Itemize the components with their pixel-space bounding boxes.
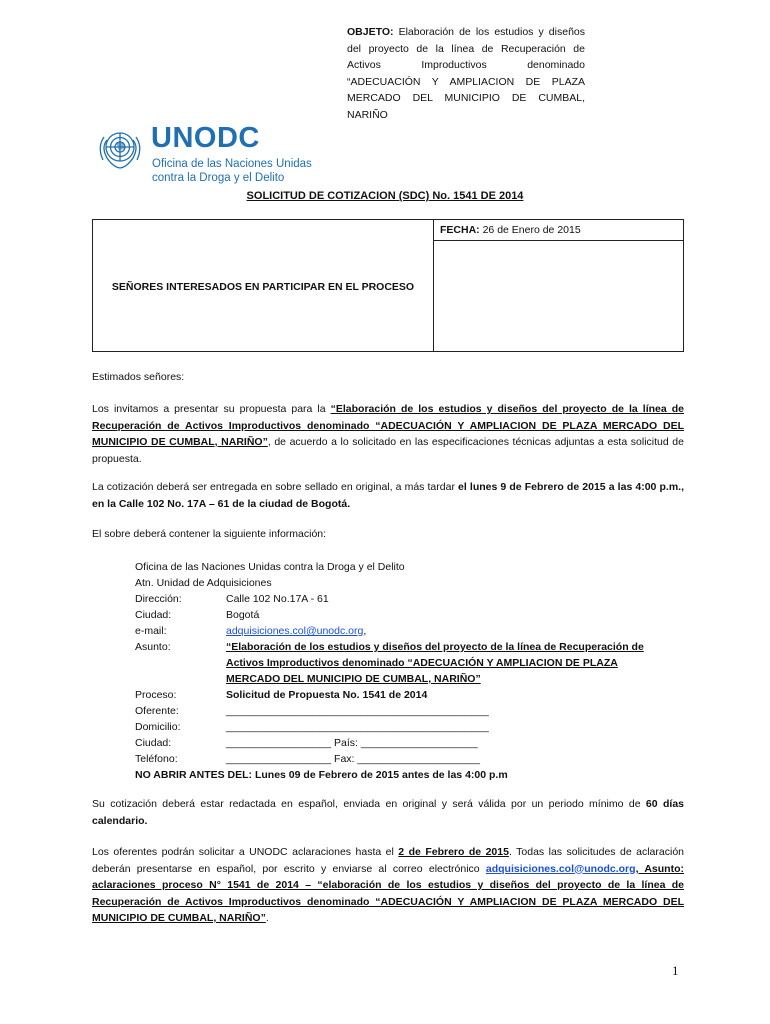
fecha-line bbox=[440, 224, 581, 236]
recipient-text: SEÑORES INTERESADOS EN PARTICIPAR EN EL PROCESO bbox=[111, 281, 415, 293]
ciudad-label: Ciudad: bbox=[135, 609, 172, 621]
oferente-value: _____________________________________________ bbox=[226, 705, 489, 717]
address-line2: Atn. Unidad de Adquisiciones bbox=[135, 577, 272, 589]
p5-period: . bbox=[265, 912, 269, 924]
direccion-value: Calle 102 No.17A - 61 bbox=[226, 593, 329, 605]
fecha-label: FECHA: bbox=[440, 224, 480, 236]
objeto-value: Elaboración de los estudios y diseños del proyecto de la línea de Recuperación de Activos Improductivos denominado “ADECUACIÓN Y AMPLIACION DE PLAZA MERCADO DEL MUNICIPIO DE CUMBAL, NARIÑO bbox=[347, 26, 585, 121]
un-emblem-icon bbox=[93, 120, 147, 174]
oferente-label: Oferente: bbox=[135, 705, 179, 717]
paragraph-delivery bbox=[92, 479, 684, 512]
p1-text: Los invitamos a presentar su propuesta para la bbox=[92, 403, 331, 415]
paragraph-envelope: El sobre deberá contener la siguiente información: bbox=[92, 528, 327, 540]
paragraph-validity bbox=[92, 796, 684, 829]
header-table bbox=[92, 219, 684, 352]
p1-text-end: , de acuerdo a lo solicitado en las especificaciones técnicas adjuntas a esta solicitud de propuesta. bbox=[92, 436, 684, 465]
paragraph-clarifications bbox=[92, 844, 684, 927]
fecha-cell bbox=[433, 220, 683, 241]
email-suffix: , bbox=[363, 625, 367, 637]
page-number: 1 bbox=[672, 963, 679, 978]
p5-email-link[interactable]: adquisiciones.col@unodc.org bbox=[485, 862, 636, 875]
p5-date: 2 de Febrero de 2015 bbox=[398, 846, 509, 858]
greeting: Estimados señores: bbox=[92, 371, 185, 383]
email-link[interactable]: adquisiciones.col@unodc.org bbox=[226, 625, 364, 637]
asunto-row bbox=[135, 639, 695, 687]
telefono-label: Teléfono: bbox=[135, 753, 178, 765]
logo-title: UNODC bbox=[151, 122, 260, 154]
ciudad2-label: Ciudad: bbox=[135, 737, 172, 749]
logo-subtitle-line2: contra la Droga y el Delito bbox=[152, 172, 285, 184]
objeto-cell bbox=[347, 24, 585, 123]
p2-text: La cotización deberá ser entregada en sobre sellado en original, a más tardar bbox=[92, 481, 459, 493]
p2-deadline: el lunes 9 de Febrero de 2015 a las 4:00 p.m., en la Calle 102 No. 17A – 61 de la ciudad de Bogotá. bbox=[92, 481, 684, 510]
domicilio-value: _____________________________________________ bbox=[226, 721, 489, 733]
p4-days: 60 días calendario. bbox=[92, 798, 684, 827]
logo-subtitle-line1: Oficina de las Naciones Unidas bbox=[152, 158, 312, 170]
ciudad2-value: __________________ País: ____________________ bbox=[226, 737, 478, 749]
proceso-value: Solicitud de Propuesta No. 1541 de 2014 bbox=[226, 689, 428, 701]
email-label: e-mail: bbox=[135, 625, 167, 637]
email-value-wrap bbox=[226, 623, 366, 639]
p5-text-mid: . Todas las solicitudes de aclaración deberán presentarse en español, por escrito y enviarse al correo electrónico bbox=[92, 846, 684, 875]
p5-subject: , Asunto: aclaraciones proceso N° 1541 de 2014 – “elaboración de los estudios y diseños del proyecto de la línea de Recuperación de Activos Improductivos denominado “ADECUACIÓN Y AMPLIACION DE PLAZA MERCADO DEL MUNICIPIO DE CUMBAL, NARIÑO” bbox=[92, 862, 684, 924]
objeto-label: OBJETO: bbox=[347, 26, 394, 38]
proceso-label: Proceso: bbox=[135, 689, 177, 701]
domicilio-label: Domicilio: bbox=[135, 721, 181, 733]
direccion-label: Dirección: bbox=[135, 593, 182, 605]
asunto-value: “Elaboración de los estudios y diseños del proyecto de la línea de Recuperación de Activos Improductivos denominado “ADECUACIÓN Y AMPLIACION DE PLAZA MERCADO DEL MUNICIPIO DE CUMBAL, NARIÑO” bbox=[226, 641, 644, 685]
p5-text: Los oferentes podrán solicitar a UNODC aclaraciones hasta el bbox=[92, 846, 399, 858]
p1-project-title: “Elaboración de los estudios y diseños del proyecto de la línea de Recuperación de Activos Improductivos denominado “ADECUACIÓN Y AMPLIACION DE PLAZA MERCADO DEL MUNICIPIO DE CUMBAL, NARIÑO” bbox=[92, 403, 684, 448]
p4-text: Su cotización deberá estar redactada en español, enviada en original y será válida por un periodo mínimo de bbox=[92, 798, 646, 810]
paragraph-invitation bbox=[92, 401, 684, 467]
fecha-value: 26 de Enero de 2015 bbox=[482, 224, 581, 236]
asunto-label: Asunto: bbox=[135, 641, 171, 653]
telefono-value: __________________ Fax: _____________________ bbox=[226, 753, 480, 765]
unodc-logo bbox=[93, 120, 313, 192]
recipient-cell bbox=[93, 220, 434, 351]
address-line1: Oficina de las Naciones Unidas contra la Droga y el Delito bbox=[135, 561, 405, 573]
no-abrir-notice: NO ABRIR ANTES DEL: Lunes 09 de Febrero de 2015 antes de las 4:00 p.m bbox=[135, 769, 508, 781]
ciudad-value: Bogotá bbox=[226, 609, 260, 621]
document-title: SOLICITUD DE COTIZACION (SDC) No. 1541 DE 2014 bbox=[246, 190, 524, 202]
